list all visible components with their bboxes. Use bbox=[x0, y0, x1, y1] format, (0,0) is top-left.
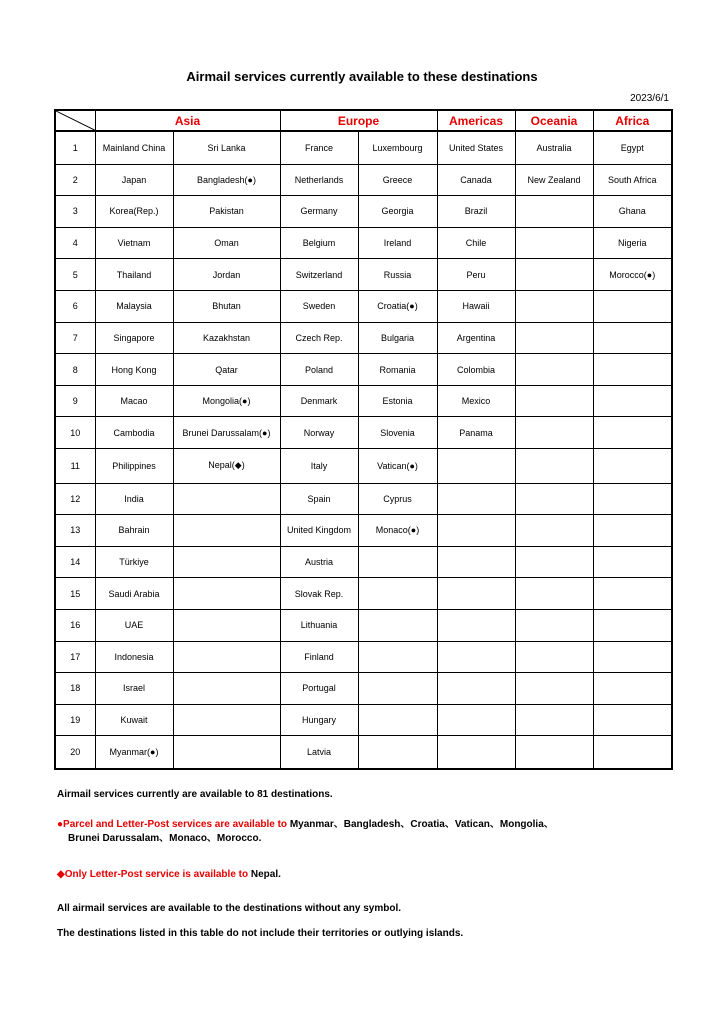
destination-cell: Egypt bbox=[593, 131, 672, 164]
destination-cell: Georgia bbox=[358, 196, 437, 228]
row-number: 19 bbox=[55, 704, 95, 736]
destination-cell bbox=[515, 546, 593, 578]
destination-cell: United Kingdom bbox=[280, 515, 358, 547]
destination-cell bbox=[515, 483, 593, 515]
destination-cell: Greece bbox=[358, 164, 437, 196]
destination-cell: Sweden bbox=[280, 290, 358, 322]
destination-cell: Spain bbox=[280, 483, 358, 515]
destination-cell bbox=[437, 704, 515, 736]
destination-cell bbox=[593, 704, 672, 736]
destination-cell bbox=[358, 704, 437, 736]
destination-cell: Mainland China bbox=[95, 131, 173, 164]
header-africa: Africa bbox=[593, 110, 672, 131]
destination-cell bbox=[515, 417, 593, 449]
destination-cell bbox=[515, 673, 593, 705]
destination-cell: Lithuania bbox=[280, 609, 358, 641]
destination-cell bbox=[515, 354, 593, 386]
table-row bbox=[55, 515, 672, 547]
table-row bbox=[55, 578, 672, 610]
destination-cell bbox=[515, 609, 593, 641]
destination-cell bbox=[173, 609, 280, 641]
destination-cell: Kuwait bbox=[95, 704, 173, 736]
destination-cell: Israel bbox=[95, 673, 173, 705]
destination-cell bbox=[593, 609, 672, 641]
note-territories: The destinations listed in this table do not include their territories or outlying islands. bbox=[57, 928, 464, 939]
destination-cell: Switzerland bbox=[280, 259, 358, 291]
destination-cell: Latvia bbox=[280, 736, 358, 769]
destination-cell bbox=[593, 290, 672, 322]
table-row bbox=[55, 609, 672, 641]
destination-cell: Malaysia bbox=[95, 290, 173, 322]
destination-cell bbox=[173, 641, 280, 673]
row-number: 5 bbox=[55, 259, 95, 291]
destination-cell: Monaco(●) bbox=[358, 515, 437, 547]
destination-cell: Hawaii bbox=[437, 290, 515, 322]
destination-cell: Brazil bbox=[437, 196, 515, 228]
table-row bbox=[55, 259, 672, 291]
destination-cell: Colombia bbox=[437, 354, 515, 386]
row-number: 14 bbox=[55, 546, 95, 578]
destination-cell bbox=[173, 673, 280, 705]
note-all-services: All airmail services are available to the destinations without any symbol. bbox=[57, 903, 402, 914]
destination-cell: Panama bbox=[437, 417, 515, 449]
note-parcel-label: ●Parcel and Letter-Post services are available to bbox=[57, 819, 288, 830]
destination-cell: Italy bbox=[280, 449, 358, 483]
destinations-table bbox=[54, 109, 673, 770]
destination-cell bbox=[593, 515, 672, 547]
destination-cell bbox=[593, 483, 672, 515]
table-row bbox=[55, 417, 672, 449]
destination-cell: Ghana bbox=[593, 196, 672, 228]
note-parcel-list-1: Myanmar、Bangladesh、Croatia、Vatican、Mongolia、 bbox=[287, 819, 554, 830]
destination-cell bbox=[515, 578, 593, 610]
row-number: 13 bbox=[55, 515, 95, 547]
destination-cell: France bbox=[280, 131, 358, 164]
destination-cell bbox=[358, 546, 437, 578]
destination-cell bbox=[358, 736, 437, 769]
destination-cell bbox=[593, 322, 672, 354]
destination-cell: Austria bbox=[280, 546, 358, 578]
destination-cell: Brunei Darussalam(●) bbox=[173, 417, 280, 449]
header-europe: Europe bbox=[280, 110, 437, 131]
destination-cell bbox=[358, 641, 437, 673]
header-asia: Asia bbox=[95, 110, 280, 131]
destination-cell bbox=[515, 290, 593, 322]
destination-cell: Mongolia(●) bbox=[173, 385, 280, 417]
region-header-row bbox=[55, 110, 672, 131]
destination-cell: India bbox=[95, 483, 173, 515]
row-number: 1 bbox=[55, 131, 95, 164]
destination-cell: Mexico bbox=[437, 385, 515, 417]
header-oceania: Oceania bbox=[515, 110, 593, 131]
destination-cell: Czech Rep. bbox=[280, 322, 358, 354]
row-number: 3 bbox=[55, 196, 95, 228]
destination-cell bbox=[437, 609, 515, 641]
destination-cell: Bhutan bbox=[173, 290, 280, 322]
row-number: 18 bbox=[55, 673, 95, 705]
row-number: 11 bbox=[55, 449, 95, 483]
destination-cell bbox=[593, 546, 672, 578]
destination-cell bbox=[515, 449, 593, 483]
row-number: 10 bbox=[55, 417, 95, 449]
destination-cell: Pakistan bbox=[173, 196, 280, 228]
table-row bbox=[55, 164, 672, 196]
note-total: Airmail services currently are available to 81 destinations. bbox=[57, 789, 333, 800]
destination-cell: United States bbox=[437, 131, 515, 164]
destination-cell bbox=[358, 673, 437, 705]
destination-cell bbox=[593, 385, 672, 417]
destination-cell: Vatican(●) bbox=[358, 449, 437, 483]
destination-cell bbox=[173, 483, 280, 515]
destination-cell bbox=[515, 641, 593, 673]
destination-cell: Hungary bbox=[280, 704, 358, 736]
destination-cell bbox=[593, 736, 672, 769]
destination-cell: Romania bbox=[358, 354, 437, 386]
destination-cell: South Africa bbox=[593, 164, 672, 196]
destination-cell bbox=[515, 736, 593, 769]
destination-cell: Oman bbox=[173, 227, 280, 259]
table-row bbox=[55, 641, 672, 673]
destination-cell: Saudi Arabia bbox=[95, 578, 173, 610]
destination-cell: Belgium bbox=[280, 227, 358, 259]
destination-cell bbox=[515, 227, 593, 259]
destination-cell: Vietnam bbox=[95, 227, 173, 259]
row-number: 2 bbox=[55, 164, 95, 196]
destination-cell: Canada bbox=[437, 164, 515, 196]
destination-cell bbox=[358, 578, 437, 610]
destination-cell bbox=[358, 609, 437, 641]
destination-cell: Portugal bbox=[280, 673, 358, 705]
destination-cell bbox=[515, 385, 593, 417]
destination-cell: Kazakhstan bbox=[173, 322, 280, 354]
destination-cell bbox=[437, 483, 515, 515]
table-row bbox=[55, 449, 672, 483]
row-number: 7 bbox=[55, 322, 95, 354]
destination-cell: Croatia(●) bbox=[358, 290, 437, 322]
destination-cell: UAE bbox=[95, 609, 173, 641]
destination-cell bbox=[593, 641, 672, 673]
row-number: 12 bbox=[55, 483, 95, 515]
destination-cell bbox=[437, 736, 515, 769]
row-number: 20 bbox=[55, 736, 95, 769]
table-row bbox=[55, 131, 672, 164]
destination-cell bbox=[173, 578, 280, 610]
table-row bbox=[55, 704, 672, 736]
destination-cell bbox=[593, 354, 672, 386]
destination-cell: Argentina bbox=[437, 322, 515, 354]
destination-cell: Japan bbox=[95, 164, 173, 196]
destination-cell: Estonia bbox=[358, 385, 437, 417]
date-label: 2023/6/1 bbox=[630, 93, 669, 104]
destination-cell bbox=[437, 673, 515, 705]
destination-cell: Peru bbox=[437, 259, 515, 291]
destination-cell: Nigeria bbox=[593, 227, 672, 259]
page-title: Airmail services currently available to these destinations bbox=[186, 69, 538, 84]
destination-cell: Norway bbox=[280, 417, 358, 449]
destination-cell bbox=[593, 449, 672, 483]
destination-cell: Netherlands bbox=[280, 164, 358, 196]
destination-cell: Bangladesh(●) bbox=[173, 164, 280, 196]
table-row bbox=[55, 483, 672, 515]
destination-cell bbox=[593, 578, 672, 610]
table-row bbox=[55, 673, 672, 705]
row-number: 8 bbox=[55, 354, 95, 386]
table-row bbox=[55, 385, 672, 417]
destination-cell: Australia bbox=[515, 131, 593, 164]
destination-cell bbox=[515, 515, 593, 547]
table-row bbox=[55, 546, 672, 578]
destination-cell: Cyprus bbox=[358, 483, 437, 515]
table-row bbox=[55, 736, 672, 769]
destination-cell bbox=[515, 704, 593, 736]
note-letter-list: Nepal. bbox=[248, 869, 281, 880]
table-row bbox=[55, 354, 672, 386]
destination-cell: Poland bbox=[280, 354, 358, 386]
destination-cell: Hong Kong bbox=[95, 354, 173, 386]
destination-cell: Qatar bbox=[173, 354, 280, 386]
destination-cell bbox=[173, 515, 280, 547]
row-number: 6 bbox=[55, 290, 95, 322]
table-row bbox=[55, 196, 672, 228]
destination-cell bbox=[437, 449, 515, 483]
destination-cell: Morocco(●) bbox=[593, 259, 672, 291]
destination-cell: Myanmar(●) bbox=[95, 736, 173, 769]
destination-cell bbox=[173, 546, 280, 578]
destination-cell: New Zealand bbox=[515, 164, 593, 196]
destination-cell: Thailand bbox=[95, 259, 173, 291]
diagonal-line-icon bbox=[56, 111, 95, 130]
row-number: 9 bbox=[55, 385, 95, 417]
destination-cell: Macao bbox=[95, 385, 173, 417]
destination-cell bbox=[437, 641, 515, 673]
destination-cell: Korea(Rep.) bbox=[95, 196, 173, 228]
note-parcel-list-2: Brunei Darussalam、Monaco、Morocco. bbox=[68, 833, 262, 844]
destination-cell: Chile bbox=[437, 227, 515, 259]
destination-cell bbox=[437, 546, 515, 578]
destination-cell: Singapore bbox=[95, 322, 173, 354]
destination-cell: Bahrain bbox=[95, 515, 173, 547]
row-number: 16 bbox=[55, 609, 95, 641]
table-row bbox=[55, 322, 672, 354]
table-row bbox=[55, 290, 672, 322]
note-parcel bbox=[57, 818, 554, 846]
destination-cell: Russia bbox=[358, 259, 437, 291]
destination-cell: Denmark bbox=[280, 385, 358, 417]
destination-cell: Jordan bbox=[173, 259, 280, 291]
destination-cell bbox=[437, 578, 515, 610]
destination-cell bbox=[437, 515, 515, 547]
destination-cell: Sri Lanka bbox=[173, 131, 280, 164]
table-row bbox=[55, 227, 672, 259]
destination-cell bbox=[515, 322, 593, 354]
row-number: 15 bbox=[55, 578, 95, 610]
destination-cell: Indonesia bbox=[95, 641, 173, 673]
destination-cell: Ireland bbox=[358, 227, 437, 259]
destination-cell: Nepal(◆) bbox=[173, 449, 280, 483]
note-letter bbox=[57, 869, 281, 880]
destination-cell: Finland bbox=[280, 641, 358, 673]
destination-cell: Cambodia bbox=[95, 417, 173, 449]
destination-cell: Luxembourg bbox=[358, 131, 437, 164]
destination-cell: Bulgaria bbox=[358, 322, 437, 354]
row-number: 17 bbox=[55, 641, 95, 673]
destination-cell: Türkiye bbox=[95, 546, 173, 578]
note-letter-label: ◆Only Letter-Post service is available to bbox=[57, 869, 249, 880]
destination-cell: Germany bbox=[280, 196, 358, 228]
header-americas: Americas bbox=[437, 110, 515, 131]
destination-cell bbox=[515, 259, 593, 291]
destination-cell: Slovak Rep. bbox=[280, 578, 358, 610]
destination-cell: Philippines bbox=[95, 449, 173, 483]
row-number: 4 bbox=[55, 227, 95, 259]
destination-cell bbox=[173, 736, 280, 769]
destination-cell: Slovenia bbox=[358, 417, 437, 449]
destination-cell bbox=[593, 417, 672, 449]
destination-cell bbox=[593, 673, 672, 705]
destination-cell bbox=[173, 704, 280, 736]
corner-cell bbox=[55, 110, 95, 131]
destination-cell bbox=[515, 196, 593, 228]
